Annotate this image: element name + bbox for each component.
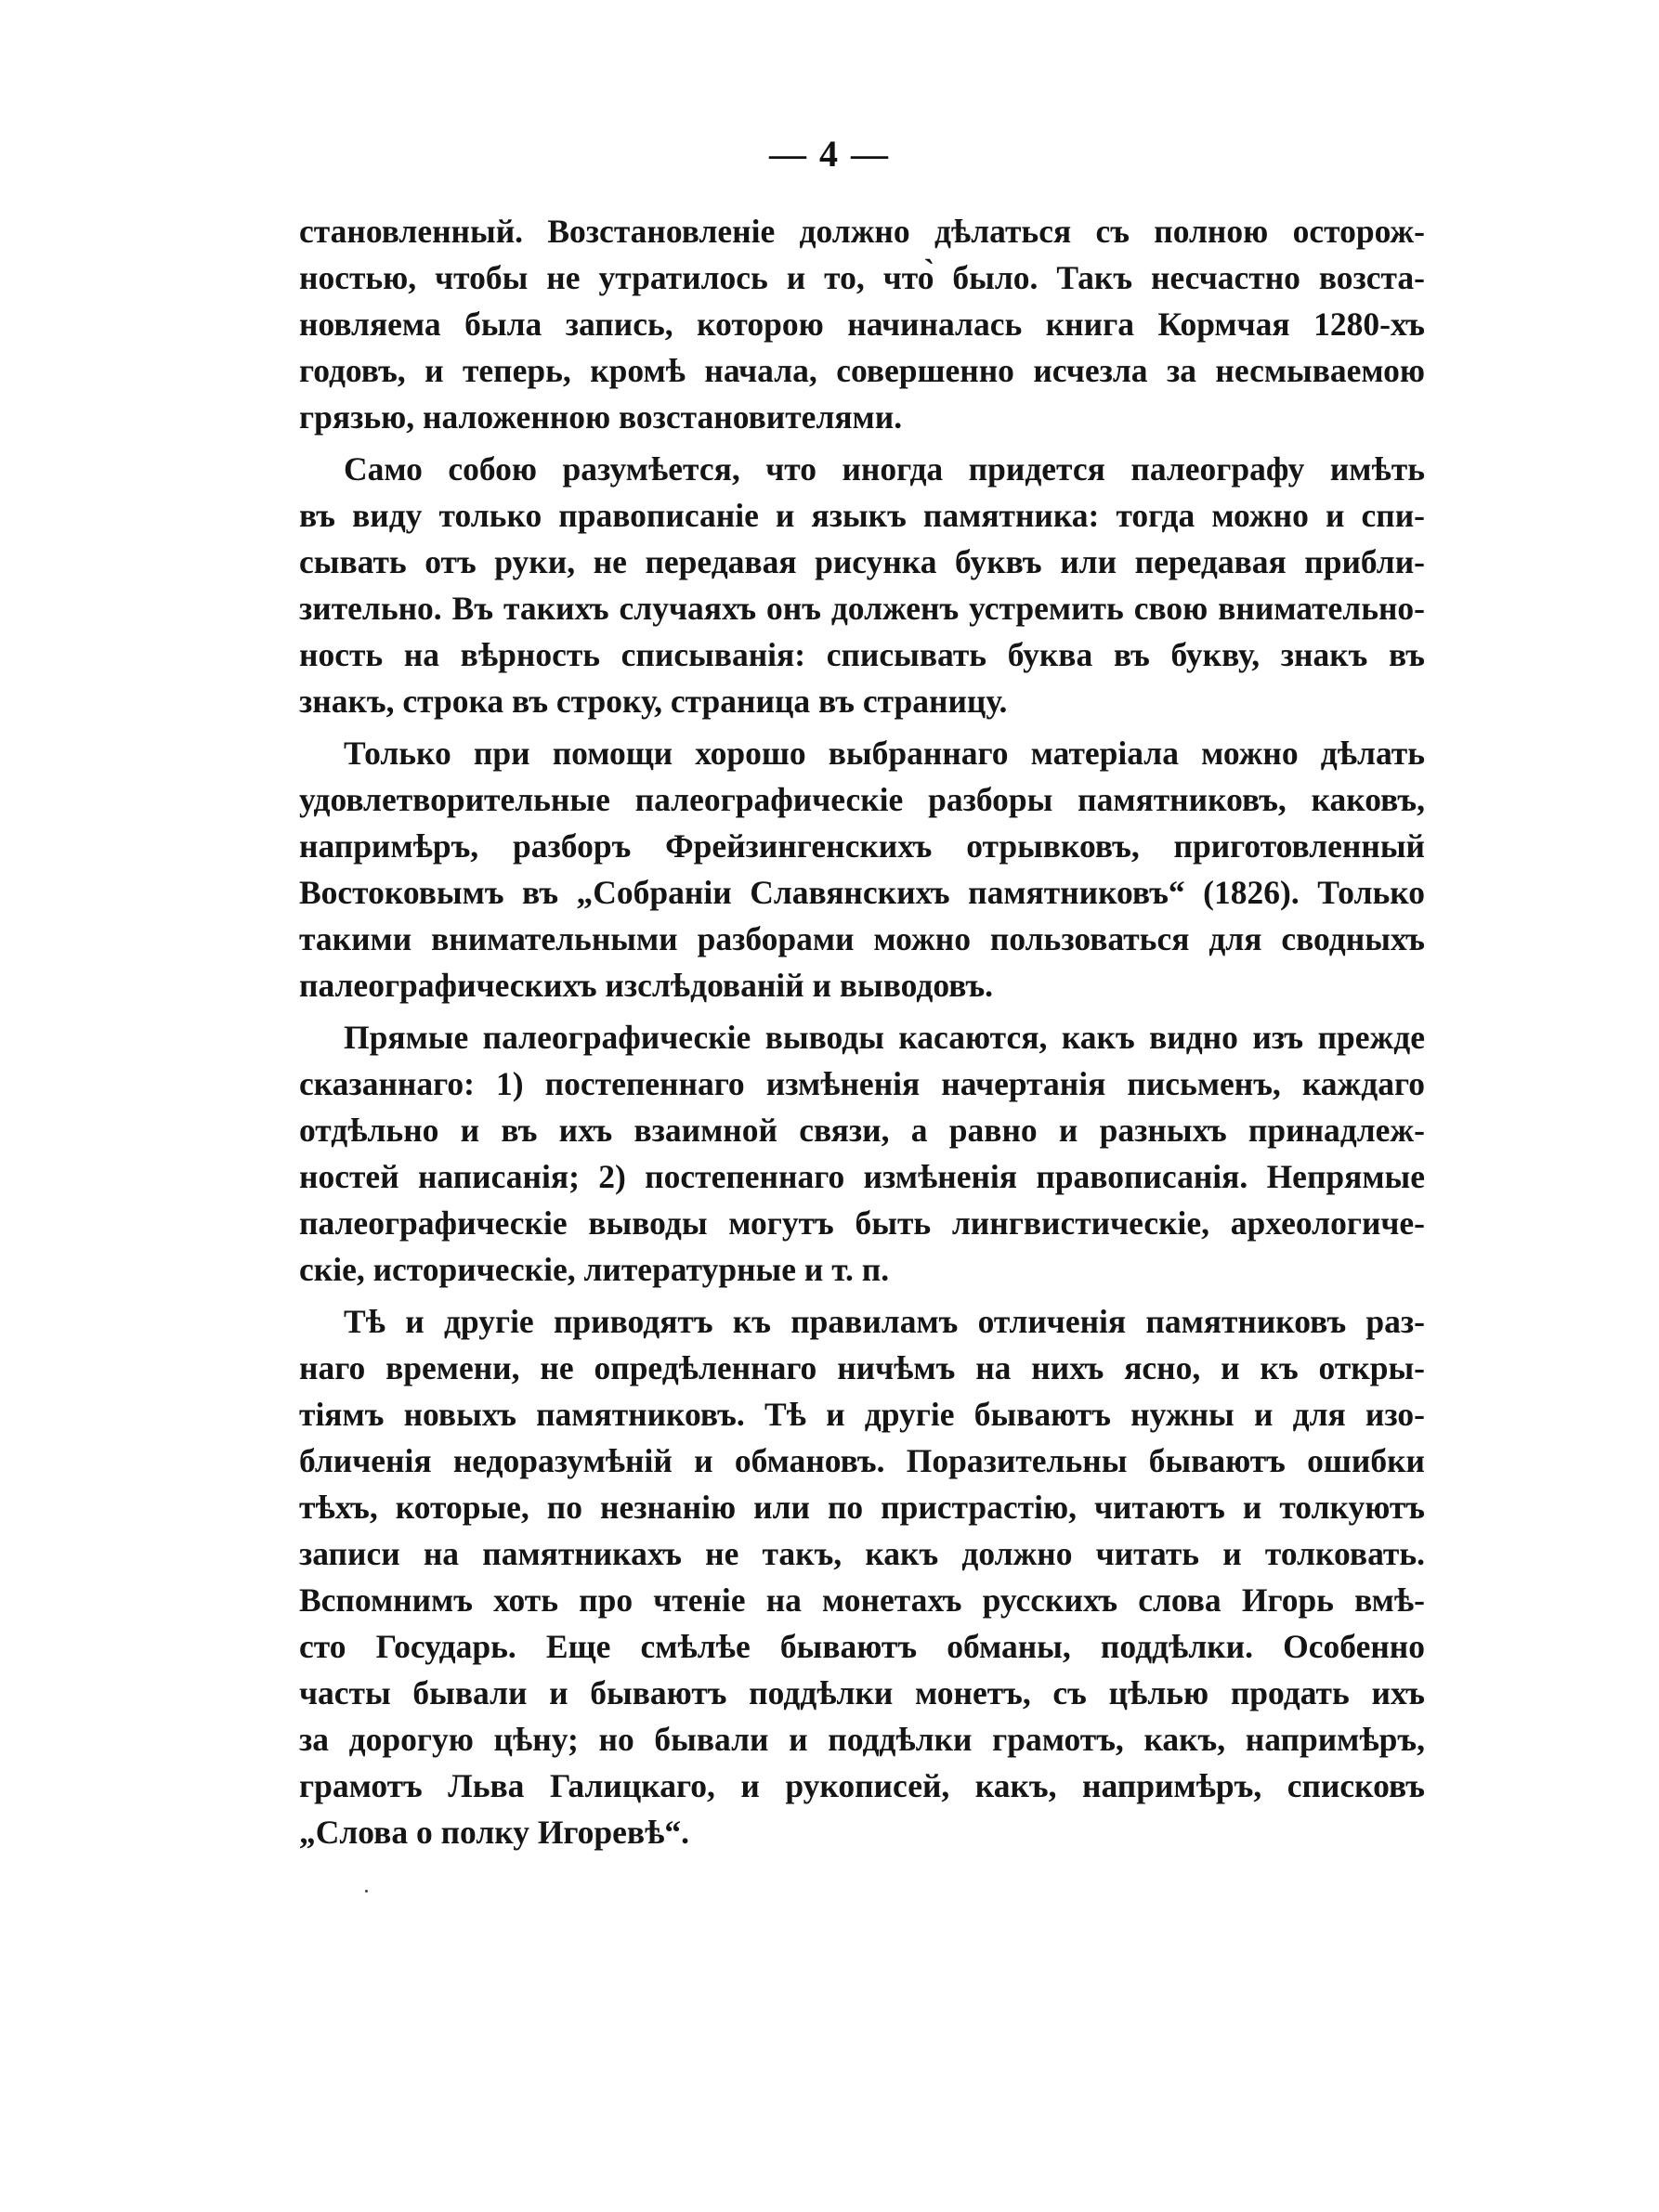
body-text xyxy=(299,208,1425,1861)
text-line: „Слова о полку Игоревѣ“. xyxy=(299,1814,690,1851)
text-line: Само собою разумѣется, что иногда придется палеографу имѣть xyxy=(344,450,1425,488)
text-line: удовлетворительные палеографическіе разборы памятниковъ, каковъ, xyxy=(299,781,1425,818)
text-line: грязью, наложенною возстановителями. xyxy=(299,398,903,436)
paragraph xyxy=(299,730,1425,1008)
text-line: отдѣльно и въ ихъ взаимной связи, а равно и разныхъ принадлеж- xyxy=(299,1112,1425,1149)
scan-speck xyxy=(365,1890,368,1893)
text-line: бличенія недоразумѣній и обмановъ. Поразительны бываютъ ошибки xyxy=(299,1442,1425,1479)
text-line: Востоковымъ въ „Собраніи Славянскихъ памятниковъ“ (1826). Только xyxy=(299,874,1425,911)
paragraph xyxy=(299,446,1425,724)
page-number: — 4 — xyxy=(769,133,890,175)
text-line: въ виду только правописаніе и языкъ памятника: тогда можно и спи- xyxy=(299,497,1425,534)
text-line: тѣхъ, которые, по незнанію или по пристрастію, читаютъ и толкуютъ xyxy=(299,1489,1425,1526)
text-line: ность на вѣрность списыванія: списывать буква въ букву, знакъ въ xyxy=(299,636,1425,673)
text-line: наго времени, не опредѣленнаго ничѣмъ на нихъ ясно, и къ откры- xyxy=(299,1349,1425,1386)
text-line: скіе, историческіе, литературные и т. п. xyxy=(299,1251,890,1288)
text-line: Вспомнимъ хоть про чтеніе на монетахъ русскихъ слова Игорь вмѣ- xyxy=(299,1581,1425,1619)
text-line: палеографическихъ изслѣдованій и выводовъ. xyxy=(299,967,994,1004)
text-line: годовъ, и теперь, кромѣ начала, совершенно исчезла за несмываемою xyxy=(299,352,1425,389)
paragraph xyxy=(299,208,1425,440)
text-line: новляема была запись, которою начиналась книга Кормчая 1280-хъ xyxy=(299,306,1425,343)
text-line: такими внимательными разборами можно пользоваться для сводныхъ xyxy=(299,920,1425,957)
text-line: записи на памятникахъ не такъ, какъ должно читать и толковать. xyxy=(299,1535,1425,1572)
text-line: Тѣ и другіе приводятъ къ правиламъ отличенія памятниковъ раз- xyxy=(344,1303,1425,1340)
text-line: Только при помощи хорошо выбраннаго матеріала можно дѣлать xyxy=(344,735,1425,772)
text-line: ностей написанія; 2) постепеннаго измѣненія правописанія. Непрямые xyxy=(299,1158,1425,1195)
text-line: сказаннаго: 1) постепеннаго измѣненія начертанія письменъ, каждаго xyxy=(299,1065,1425,1102)
text-line: напримѣръ, разборъ Фрейзингенскихъ отрывковъ, приготовленный xyxy=(299,827,1425,865)
text-line: часты бывали и бываютъ поддѣлки монетъ, съ цѣлью продать ихъ xyxy=(299,1674,1425,1711)
text-line: ностью, чтобы не утратилось и то, что̀ было. Такъ несчастно возста- xyxy=(299,259,1425,296)
paragraph xyxy=(299,1014,1425,1293)
text-line: тіямъ новыхъ памятниковъ. Тѣ и другіе бываютъ нужны и для изо- xyxy=(299,1396,1425,1433)
paragraph xyxy=(299,1298,1425,1855)
text-line: сывать отъ руки, не передавая рисунка буквъ или передавая прибли- xyxy=(299,543,1425,580)
text-line: за дорогую цѣну; но бывали и поддѣлки грамотъ, какъ, напримѣръ, xyxy=(299,1721,1425,1758)
text-line: палеографическіе выводы могутъ быть лингвистическіе, археологиче- xyxy=(299,1204,1425,1242)
text-line: знакъ, строка въ строку, страница въ страницу. xyxy=(299,683,1008,720)
text-line: Прямые палеографическіе выводы касаются, какъ видно изъ прежде xyxy=(344,1019,1425,1056)
text-line: зительно. Въ такихъ случаяхъ онъ долженъ устремить свою внимательно- xyxy=(299,590,1425,627)
text-line: сто Государь. Еще смѣлѣе бываютъ обманы, поддѣлки. Особенно xyxy=(299,1628,1425,1665)
text-line: становленный. Возстановленіе должно дѣлаться съ полною осторож- xyxy=(299,213,1425,250)
text-line: грамотъ Льва Галицкаго, и рукописей, какъ, напримѣръ, списковъ xyxy=(299,1767,1425,1804)
